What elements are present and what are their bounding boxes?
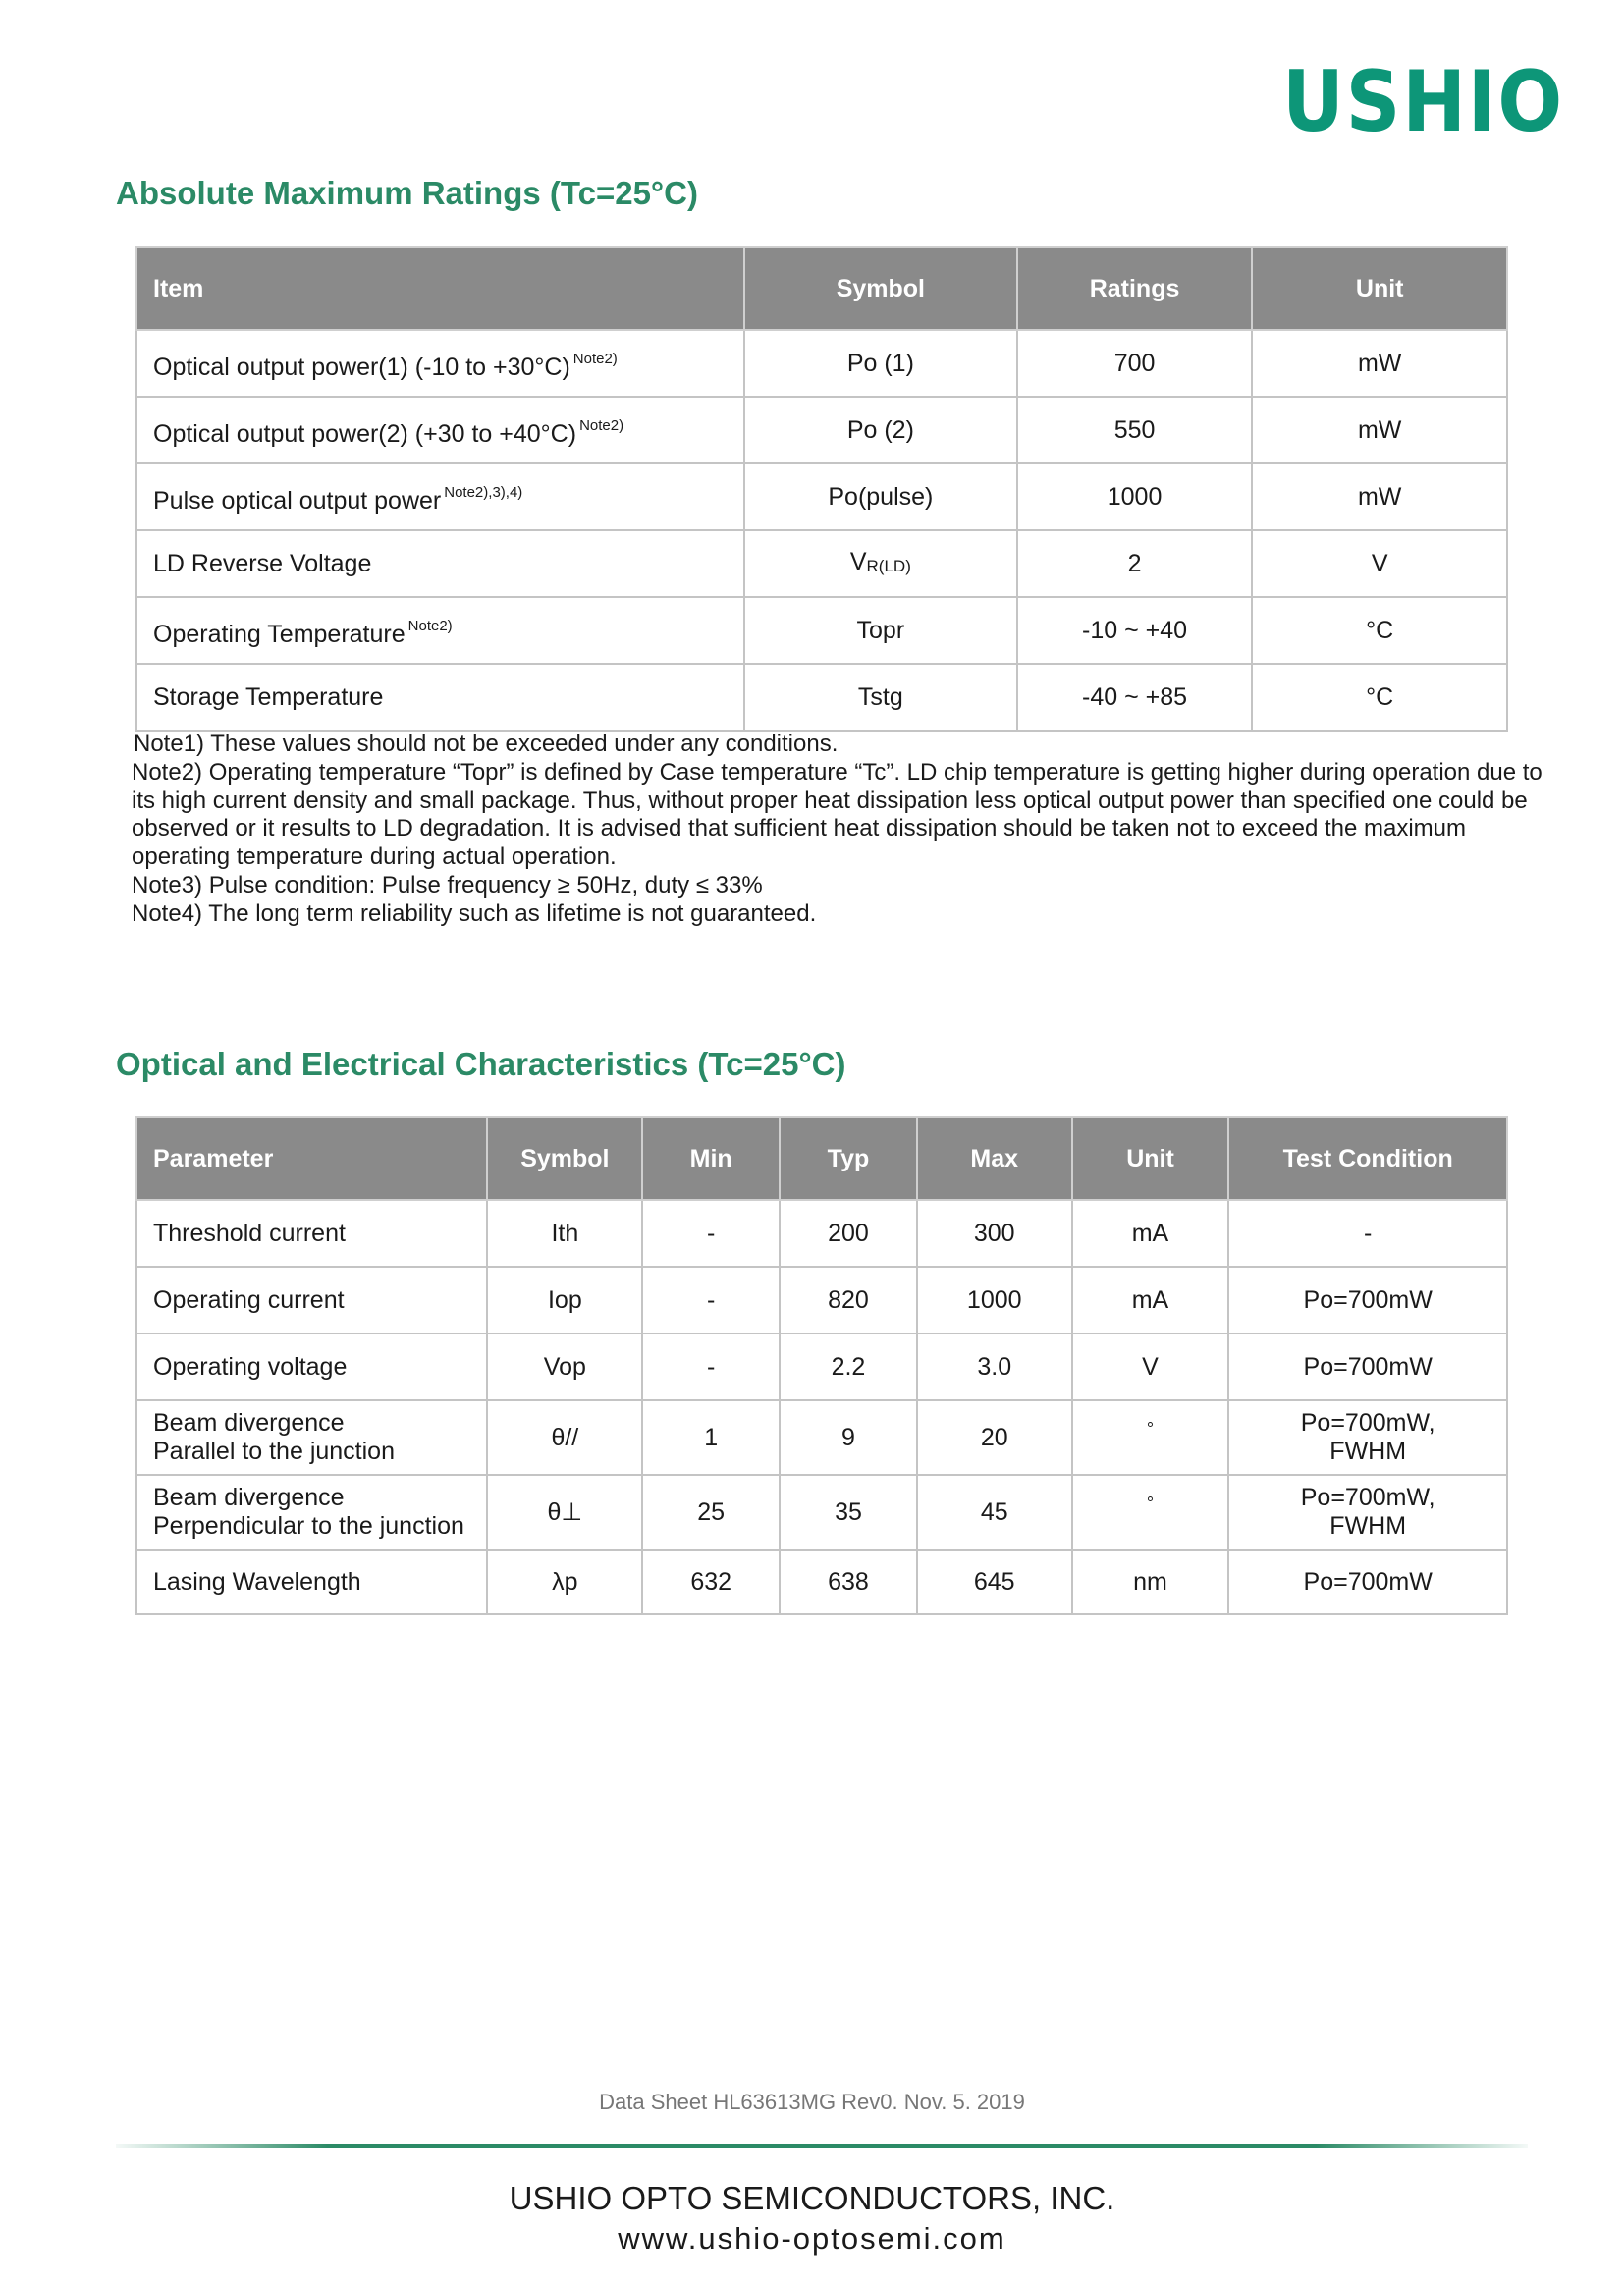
param-cell: Threshold current xyxy=(136,1200,487,1267)
header-parameter: Parameter xyxy=(136,1117,487,1200)
symbol-cell: Vop xyxy=(487,1333,642,1400)
header-symbol: Symbol xyxy=(487,1117,642,1200)
typ-cell: 35 xyxy=(780,1475,917,1550)
unit-cell: mA xyxy=(1072,1200,1229,1267)
unit-cell: mW xyxy=(1252,330,1507,397)
max-cell: 1000 xyxy=(917,1267,1072,1333)
condition-cell: Po=700mW xyxy=(1228,1550,1507,1614)
table-row xyxy=(136,530,1507,597)
typ-cell: 9 xyxy=(780,1400,917,1475)
company-url: www.ushio-optosemi.com xyxy=(618,2221,1006,2256)
condition-cell: Po=700mW xyxy=(1228,1267,1507,1333)
typ-cell: 200 xyxy=(780,1200,917,1267)
rating-cell: 550 xyxy=(1017,397,1253,463)
symbol-cell: θ⊥ xyxy=(487,1475,642,1550)
optical-header-row xyxy=(136,1117,1507,1200)
table-row xyxy=(136,330,1507,397)
min-cell: - xyxy=(642,1333,780,1400)
condition-cell: Po=700mW, FWHM xyxy=(1228,1400,1507,1475)
max-cell: 45 xyxy=(917,1475,1072,1550)
rating-cell: -10 ~ +40 xyxy=(1017,597,1253,664)
max-cell: 300 xyxy=(917,1200,1072,1267)
note-4: Note4) The long term reliability such as lifetime is not guaranteed. xyxy=(132,899,817,927)
footer-divider xyxy=(116,2144,1528,2148)
header-test-condition: Test Condition xyxy=(1228,1117,1507,1200)
symbol-cell: Topr xyxy=(744,597,1017,664)
header-min: Min xyxy=(642,1117,780,1200)
unit-cell: mW xyxy=(1252,463,1507,530)
header-unit: Unit xyxy=(1072,1117,1229,1200)
param-cell: Beam divergence Perpendicular to the junction xyxy=(136,1475,487,1550)
header-typ: Typ xyxy=(780,1117,917,1200)
optical-title: Optical and Electrical Characteristics (Tc=25°C) xyxy=(116,1046,846,1082)
table-row xyxy=(136,664,1507,731)
unit-cell: mW xyxy=(1252,397,1507,463)
unit-cell: V xyxy=(1252,530,1507,597)
symbol-cell: $V_{R(LD)}$ xyxy=(744,530,1017,597)
rating-cell: 700 xyxy=(1017,330,1253,397)
condition-cell: Po=700mW, FWHM xyxy=(1228,1475,1507,1550)
min-cell: 25 xyxy=(642,1475,780,1550)
abs-max-header-row xyxy=(136,247,1507,330)
header-unit: Unit xyxy=(1252,247,1507,330)
company-name: USHIO OPTO SEMICONDUCTORS, INC. xyxy=(509,2180,1115,2216)
note-1: Note1) These values should not be exceeded under any conditions. xyxy=(134,731,839,757)
header-symbol: Symbol xyxy=(744,247,1017,330)
table-row xyxy=(136,1550,1507,1614)
table-row xyxy=(136,1400,1507,1475)
header-ratings: Ratings xyxy=(1017,247,1253,330)
symbol-cell: Po (1) xyxy=(744,330,1017,397)
symbol-cell: Po(pulse) xyxy=(744,463,1017,530)
max-cell: 645 xyxy=(917,1550,1072,1614)
param-cell: Lasing Wavelength xyxy=(136,1550,487,1614)
table-row xyxy=(136,397,1507,463)
symbol-cell: λp xyxy=(487,1550,642,1614)
item-cell: Storage Temperature xyxy=(136,664,744,731)
table-row xyxy=(136,1333,1507,1400)
datasheet-label: Data Sheet HL63613MG Rev0. Nov. 5. 2019 xyxy=(599,2090,1025,2114)
unit-cell: ° xyxy=(1072,1475,1229,1550)
item-cell: Optical output power(1) (-10 to +30°C) $^{Note2)}$ xyxy=(136,330,744,397)
rating-cell: 1000 xyxy=(1017,463,1253,530)
condition-cell: Po=700mW xyxy=(1228,1333,1507,1400)
unit-cell: V xyxy=(1072,1333,1229,1400)
rating-cell: 2 xyxy=(1017,530,1253,597)
typ-cell: 638 xyxy=(780,1550,917,1614)
symbol-cell: Iop xyxy=(487,1267,642,1333)
unit-cell: °C xyxy=(1252,597,1507,664)
header-item: Item xyxy=(136,247,744,330)
abs-max-title: Absolute Maximum Ratings (Tc=25°C) xyxy=(116,175,698,211)
note-2: Note2) Operating temperature “Topr” is defined by Case temperature “Tc”. LD chip temperature is getting higher during operation due to its high current density and small package. Thus, without proper heat dissipation less optical output power than specified one could be observed or it results to LD degradation. It is advised that sufficient heat dissipation should be taken not to exceed the maximum operating temperature during actual operation. xyxy=(132,758,1543,871)
min-cell: 1 xyxy=(642,1400,780,1475)
optical-table xyxy=(135,1116,1508,1615)
table-row xyxy=(136,1267,1507,1333)
max-cell: 20 xyxy=(917,1400,1072,1475)
header-max: Max xyxy=(917,1117,1072,1200)
max-cell: 3.0 xyxy=(917,1333,1072,1400)
item-cell: Pulse optical output power $^{Note2),3),4)}$ xyxy=(136,463,744,530)
table-row xyxy=(136,463,1507,530)
min-cell: 632 xyxy=(642,1550,780,1614)
notes-block xyxy=(134,731,1547,929)
symbol-cell: Po (2) xyxy=(744,397,1017,463)
unit-cell: ° xyxy=(1072,1400,1229,1475)
unit-cell: nm xyxy=(1072,1550,1229,1614)
symbol-cell: Tstg xyxy=(744,664,1017,731)
min-cell: - xyxy=(642,1200,780,1267)
table-row xyxy=(136,597,1507,664)
unit-cell: °C xyxy=(1252,664,1507,731)
table-row xyxy=(136,1200,1507,1267)
param-cell: Beam divergence Parallel to the junction xyxy=(136,1400,487,1475)
note-3: Note3) Pulse condition: Pulse frequency ≥ 50Hz, duty ≤ 33% xyxy=(132,871,763,898)
item-cell: Operating Temperature $^{Note2)}$ xyxy=(136,597,744,664)
typ-cell: 2.2 xyxy=(780,1333,917,1400)
item-cell: LD Reverse Voltage xyxy=(136,530,744,597)
param-cell: Operating current xyxy=(136,1267,487,1333)
table-row xyxy=(136,1475,1507,1550)
symbol-cell: θ// xyxy=(487,1400,642,1475)
rating-cell: -40 ~ +85 xyxy=(1017,664,1253,731)
abs-max-table xyxy=(135,246,1508,732)
condition-cell: - xyxy=(1228,1200,1507,1267)
item-cell: Optical output power(2) (+30 to +40°C) $^{Note2)}$ xyxy=(136,397,744,463)
symbol-cell: Ith xyxy=(487,1200,642,1267)
ushio-logo: USHIO xyxy=(1282,53,1564,151)
typ-cell: 820 xyxy=(780,1267,917,1333)
min-cell: - xyxy=(642,1267,780,1333)
param-cell: Operating voltage xyxy=(136,1333,487,1400)
unit-cell: mA xyxy=(1072,1267,1229,1333)
